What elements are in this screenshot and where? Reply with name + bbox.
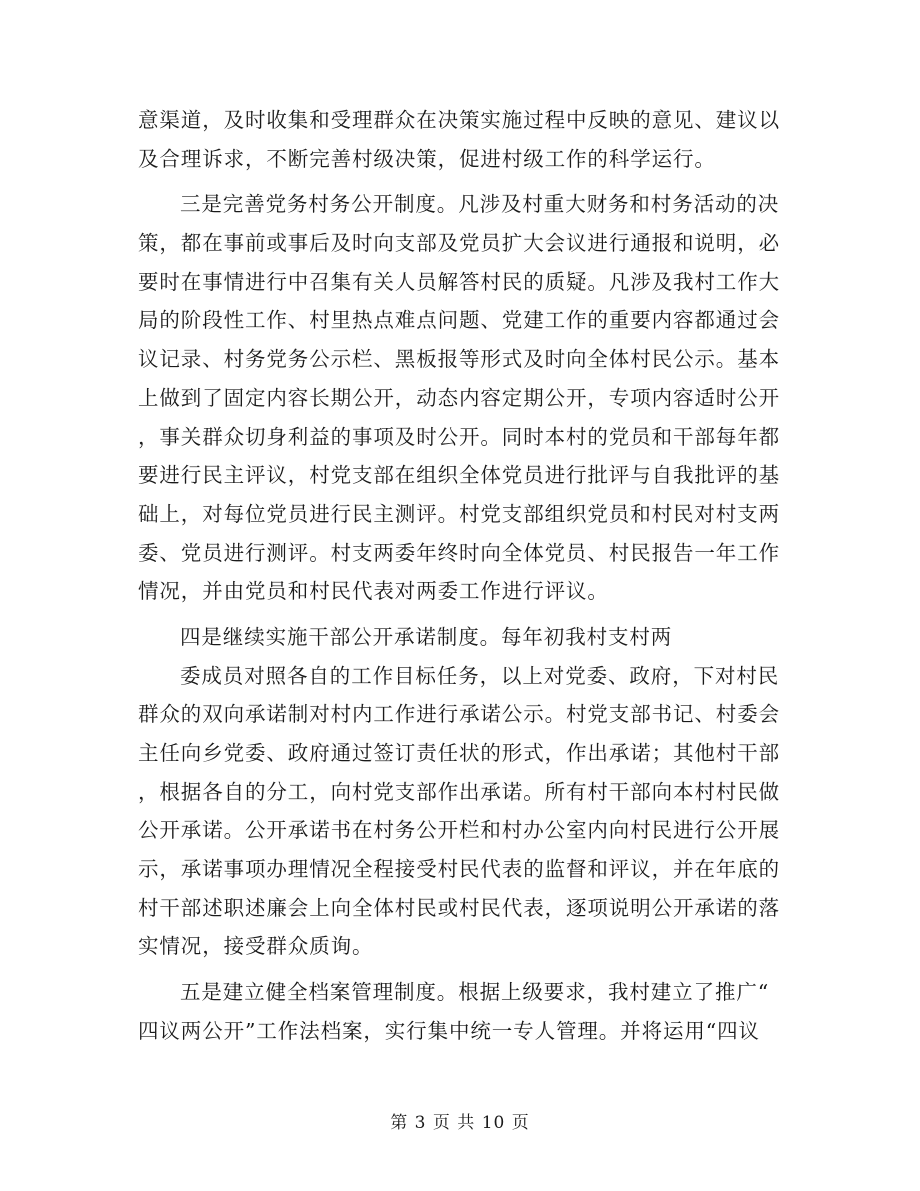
text-line: 局的阶段性工作、村里热点难点问题、党建工作的重要内容都通过会 bbox=[138, 308, 780, 333]
paragraph-start-line: 四是继续实施干部公开承诺制度。每年初我村支村两 bbox=[180, 624, 673, 649]
text-line: 公开承诺。公开承诺书在村务公开栏和村办公室内向村民进行公开展 bbox=[138, 818, 780, 843]
text-line: ，根据各自的分工，向村党支部作出承诺。所有村干部向本村村民做 bbox=[138, 779, 780, 804]
text-line: 础上，对每位党员进行民主测评。村党支部组织党员和村民对村支两 bbox=[138, 501, 780, 526]
text-line: ，事关群众切身利益的事项及时公开。同时本村的党员和干部每年都 bbox=[138, 424, 780, 449]
text-line: 群众的双向承诺制对村内工作进行承诺公示。村党支部书记、村委会 bbox=[138, 702, 780, 727]
text-line: 四议两公开”工作法档案，实行集中统一专人管理。并将运用“四议 bbox=[138, 1018, 760, 1043]
text-line: 上做到了固定内容长期公开，动态内容定期公开，专项内容适时公开 bbox=[138, 385, 780, 410]
text-line: 及合理诉求，不断完善村级决策，促进村级工作的科学运行。 bbox=[138, 146, 716, 171]
text-line: 要进行民主评议，村党支部在组织全体党员进行批评与自我批评的基 bbox=[138, 463, 780, 488]
page-number: 第 3 页 共 10 页 bbox=[390, 1113, 530, 1133]
paragraph-start-line: 五是建立健全档案管理制度。根据上级要求，我村建立了推广“ bbox=[180, 980, 770, 1005]
paragraph-start-line: 三是完善党务村务公开制度。凡涉及村重大财务和村务活动的决 bbox=[180, 192, 780, 217]
text-line: 实情况，接受群众质询。 bbox=[138, 934, 374, 959]
text-line: 委、党员进行测评。村支两委年终时向全体党员、村民报告一年工作 bbox=[138, 540, 780, 565]
page-footer bbox=[0, 1108, 920, 1133]
body-text bbox=[138, 101, 788, 1051]
text-line: 情况，并由党员和村民代表对两委工作进行评议。 bbox=[138, 579, 609, 604]
text-line: 主任向乡党委、政府通过签订责任状的形式，作出承诺；其他村干部 bbox=[138, 741, 780, 765]
text-line: 意渠道，及时收集和受理群众在决策实施过程中反映的意见、建议以 bbox=[138, 108, 780, 132]
text-line: 示，承诺事项办理情况全程接受村民代表的监督和评议，并在年底的 bbox=[138, 857, 780, 882]
text-line: 要时在事情进行中召集有关人员解答村民的质疑。凡涉及我村工作大 bbox=[138, 269, 780, 294]
paragraph-start-line: 委成员对照各自的工作目标任务，以上对党委、政府，下对村民 bbox=[180, 663, 780, 688]
text-line: 村干部述职述廉会上向全体村民或村民代表，逐项说明公开承诺的落 bbox=[138, 895, 780, 920]
text-line: 策，都在事前或事后及时向支部及党员扩大会议进行通报和说明，必 bbox=[138, 231, 780, 256]
text-line: 议记录、村务党务公示栏、黑板报等形式及时向全体村民公示。基本 bbox=[138, 347, 780, 372]
